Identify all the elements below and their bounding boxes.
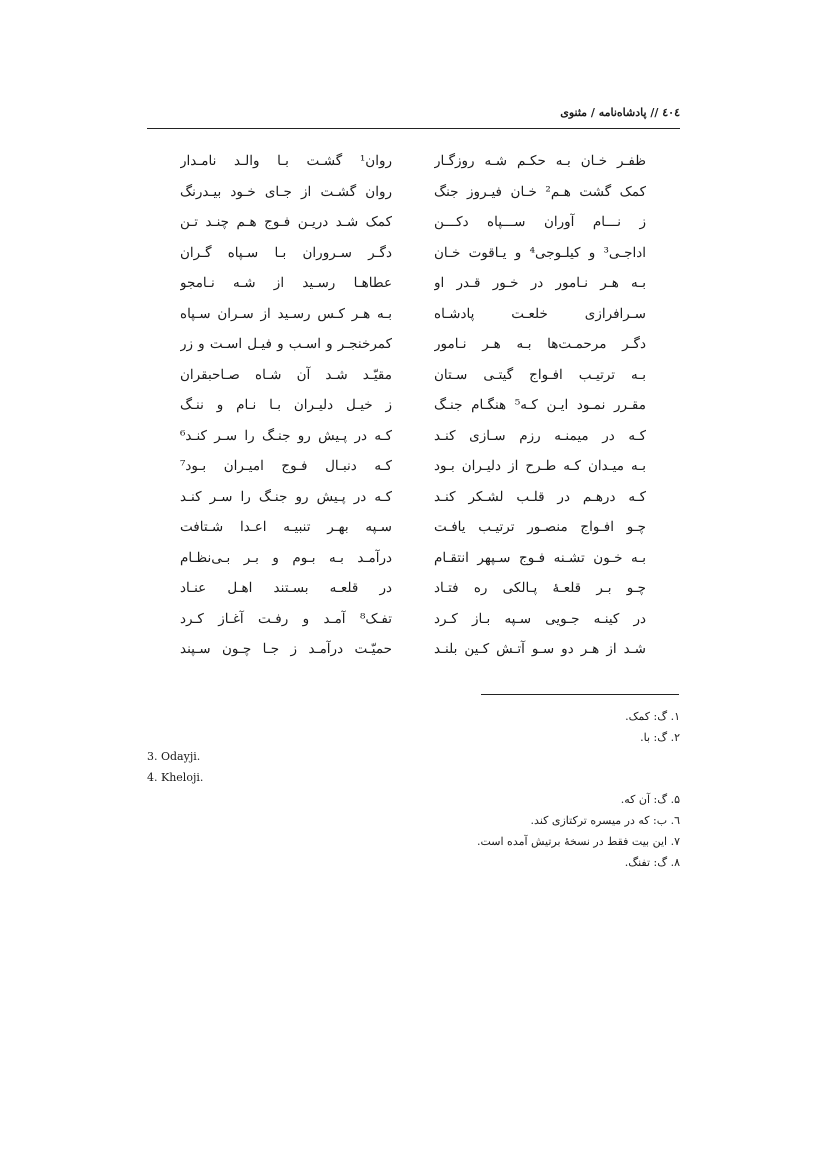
verse-15: [180, 573, 646, 604]
hemistich-right: شـد از هـر دو سـو آتـش کـین بلنـد: [434, 641, 646, 658]
verse-9: [180, 390, 646, 421]
verse-13: [180, 512, 646, 543]
footnote-2: ۲. گ: با.: [640, 731, 680, 744]
verse-12: [180, 482, 646, 513]
hemistich-left: سـپه بهـر تنبیـه اعـدا شـتافت: [180, 519, 392, 536]
hemistich-left: عطاهـا رسـید از شـه نـامجو: [180, 275, 392, 292]
hemistich-left: کـه در پـیش رو جنـگ را سـر کنـد: [180, 488, 392, 505]
hemistich-right: مقـرر نمـود ایـن کـه⁵ هنگـام جنـگ: [434, 397, 646, 414]
verse-16: [180, 604, 646, 635]
verse-14: [180, 543, 646, 574]
hemistich-left: کـه در پـیش رو جنـگ را سـر کنـد⁶: [180, 427, 392, 444]
hemistich-right: بـه ترتیـب افـواج گیتـی سـتان: [434, 366, 646, 383]
verse-2: [180, 177, 646, 208]
hemistich-left: کمرخنجـر و اسـب و فیـل اسـت و زر: [180, 336, 392, 353]
hemistich-right: سـرافرازی خلعـت پادشـاه: [434, 305, 646, 322]
verse-11: [180, 451, 646, 482]
hemistich-left: کمک شـد دریـن فـوج هـم چنـد تـن: [180, 214, 392, 231]
hemistich-left: روان¹ گشـت بـا والـد نامـدار: [180, 153, 392, 170]
footnote-4: 4. Kheloji.: [147, 771, 204, 784]
footnote-5: ۵. گ: آن که.: [620, 793, 680, 806]
hemistich-right: بـه هـر نـامور در خـور قـدر او: [434, 275, 646, 292]
footnote-6: ٦. ب: که در میسره ترکتازی کند.: [530, 814, 680, 827]
hemistich-left: در قلعـه بسـتند اهـل عنـاد: [180, 580, 392, 597]
verse-7: [180, 329, 646, 360]
hemistich-left: دگـر سـروران بـا سـپاه گـران: [180, 244, 392, 261]
hemistich-left: ز خیـل دلیـران بـا نـام و ننـگ: [180, 397, 392, 414]
verse-8: [180, 360, 646, 391]
hemistich-left: کـه دنبـال فـوج امیـران بـود⁷: [180, 458, 392, 475]
verse-3: [180, 207, 646, 238]
hemistich-right: بـه خـون تشـنه فـوج سـپهر انتقـام: [434, 549, 646, 566]
verse-1: [180, 146, 646, 177]
hemistich-right: چـو بـر قلعـهٔ پـالکی ره فتـاد: [434, 580, 646, 597]
hemistich-right: بـه میـدان کـه طـرح از دلیـران بـود: [434, 458, 646, 475]
verse-10: [180, 421, 646, 452]
hemistich-left: حمیّـت درآمـد ز جـا چـون سـپند: [180, 641, 392, 658]
hemistich-right: کـه در میمنـه رزم سـازی کنـد: [434, 427, 646, 444]
hemistich-right: کـه درهـم در قلـب لشـکر کنـد: [434, 488, 646, 505]
hemistich-left: درآمـد بـه بـوم و بـر بـی‌نظـام: [180, 549, 392, 566]
hemistich-right: ظفـر خـان بـه حکـم شـه روزگـار: [434, 153, 646, 170]
hemistich-right: چـو افـواج منصـور ترتیـب یافـت: [434, 519, 646, 536]
verse-6: [180, 299, 646, 330]
hemistich-right: در کینـه جـویی سـپه بـاز کـرد: [434, 610, 646, 627]
hemistich-left: روان گشـت از جـای خـود بیـدرنگ: [180, 183, 392, 200]
verse-17: [180, 634, 646, 665]
poem-body: [180, 146, 646, 665]
verse-4: [180, 238, 646, 269]
hemistich-right: اداجـی³ و کیلـوجی⁴ و یـاقوت خـان: [434, 244, 646, 261]
footnote-3: 3. Odayji.: [147, 750, 201, 763]
hemistich-right: دگـر مرحمـت‌ها بـه هـر نـامور: [434, 336, 646, 353]
hemistich-left: بـه هـر کـس رسـید از سـران سـپاه: [180, 305, 392, 322]
hemistich-right: ز نـــام آوران ســـپاه دکـــن: [434, 214, 646, 231]
verse-5: [180, 268, 646, 299]
footnote-7: ۷. این بیت فقط در نسخهٔ برتیش آمده است.: [476, 835, 680, 848]
hemistich-left: تفـک⁸ آمـد و رفـت آغـاز کـرد: [180, 610, 392, 627]
hemistich-right: کمک گشت هـم² خـان فیـروز جنگ: [434, 183, 646, 200]
footnote-1: ۱. گ: کمک.: [625, 710, 680, 723]
running-header-title: ٤٠٤ // پادشاه‌نامه / مثنوی: [560, 106, 680, 119]
footnote-divider: [481, 694, 679, 695]
hemistich-left: مقیّـد شـد آن شـاه صـاحبقران: [180, 366, 392, 383]
footnote-8: ۸. گ: تفنگ.: [624, 856, 680, 869]
page-header: [147, 96, 680, 129]
